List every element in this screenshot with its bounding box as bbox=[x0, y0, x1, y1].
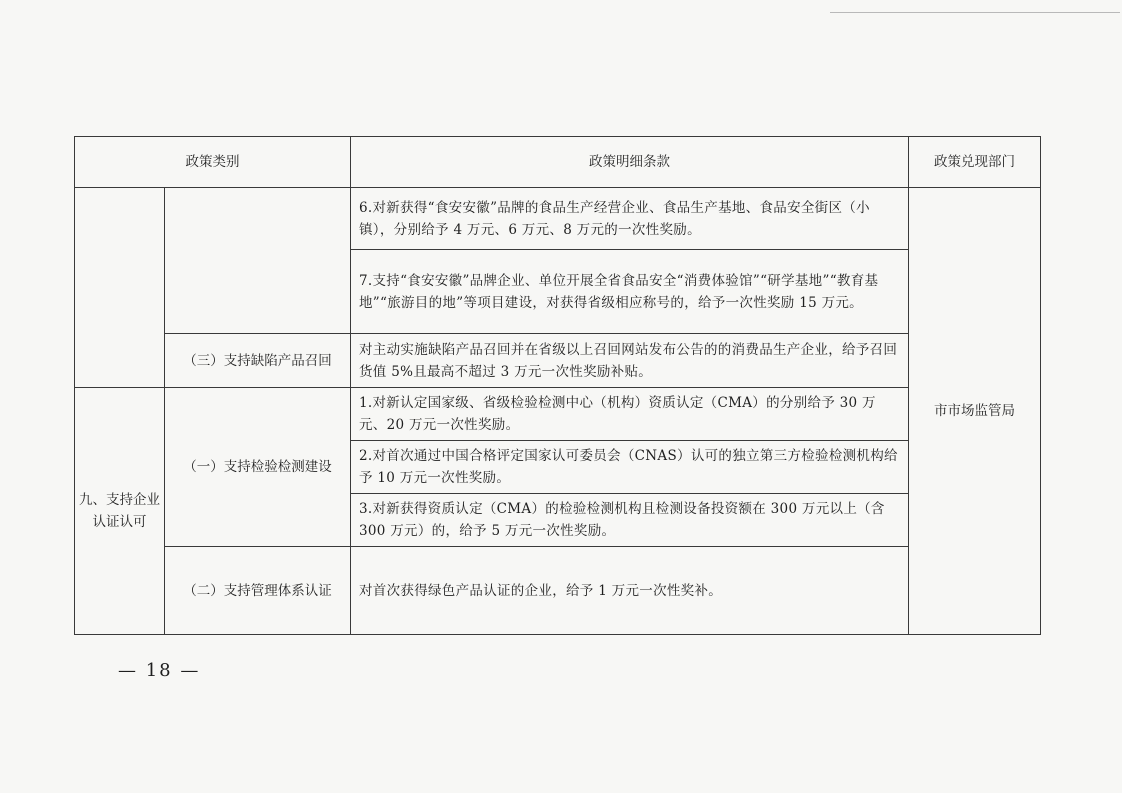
table-row bbox=[75, 188, 1041, 250]
table-row bbox=[75, 547, 1041, 635]
page-number: — 18 — bbox=[118, 660, 201, 681]
subcategory-cell: （三）支持缺陷产品召回 bbox=[165, 334, 351, 388]
subcategory-cell-empty bbox=[165, 188, 351, 334]
department-cell: 市市场监管局 bbox=[909, 188, 1041, 635]
detail-cell: 对主动实施缺陷产品召回并在省级以上召回网站发布公告的的消费品生产企业，给予召回货值 5%且最高不超过 3 万元一次性奖励补贴。 bbox=[351, 334, 909, 388]
detail-cell: 1.对新认定国家级、省级检验检测中心（机构）资质认定（CMA）的分别给予 30 万元、20 万元一次性奖励。 bbox=[351, 388, 909, 441]
detail-cell: 6.对新获得“食安安徽”品牌的食品生产经营企业、食品生产基地、食品安全街区（小镇），分别给予 4 万元、6 万元、8 万元的一次性奖励。 bbox=[351, 188, 909, 250]
detail-cell: 7.支持“食安安徽”品牌企业、单位开展全省食品安全“消费体验馆”“研学基地”“教育基地”“旅游目的地”等项目建设，对获得省级相应称号的，给予一次性奖励 15 万元。 bbox=[351, 250, 909, 334]
detail-cell: 2.对首次通过中国合格评定国家认可委员会（CNAS）认可的独立第三方检验检测机构给予 10 万元一次性奖励。 bbox=[351, 441, 909, 494]
header-category: 政策类别 bbox=[75, 137, 351, 188]
scan-edge-line bbox=[830, 12, 1120, 13]
detail-cell: 3.对新获得资质认定（CMA）的检验检测机构且检测设备投资额在 300 万元以上（含 300 万元）的，给予 5 万元一次性奖励。 bbox=[351, 494, 909, 547]
table-row bbox=[75, 388, 1041, 441]
category-cell-empty bbox=[75, 188, 165, 388]
header-detail: 政策明细条款 bbox=[351, 137, 909, 188]
table-row bbox=[75, 334, 1041, 388]
policy-table bbox=[74, 136, 1041, 635]
header-department: 政策兑现部门 bbox=[909, 137, 1041, 188]
table-header-row bbox=[75, 137, 1041, 188]
detail-cell: 对首次获得绿色产品认证的企业，给予 1 万元一次性奖补。 bbox=[351, 547, 909, 635]
subcategory-cell: （二）支持管理体系认证 bbox=[165, 547, 351, 635]
category-cell: 九、支持企业认证认可 bbox=[75, 388, 165, 635]
subcategory-cell: （一）支持检验检测建设 bbox=[165, 388, 351, 547]
